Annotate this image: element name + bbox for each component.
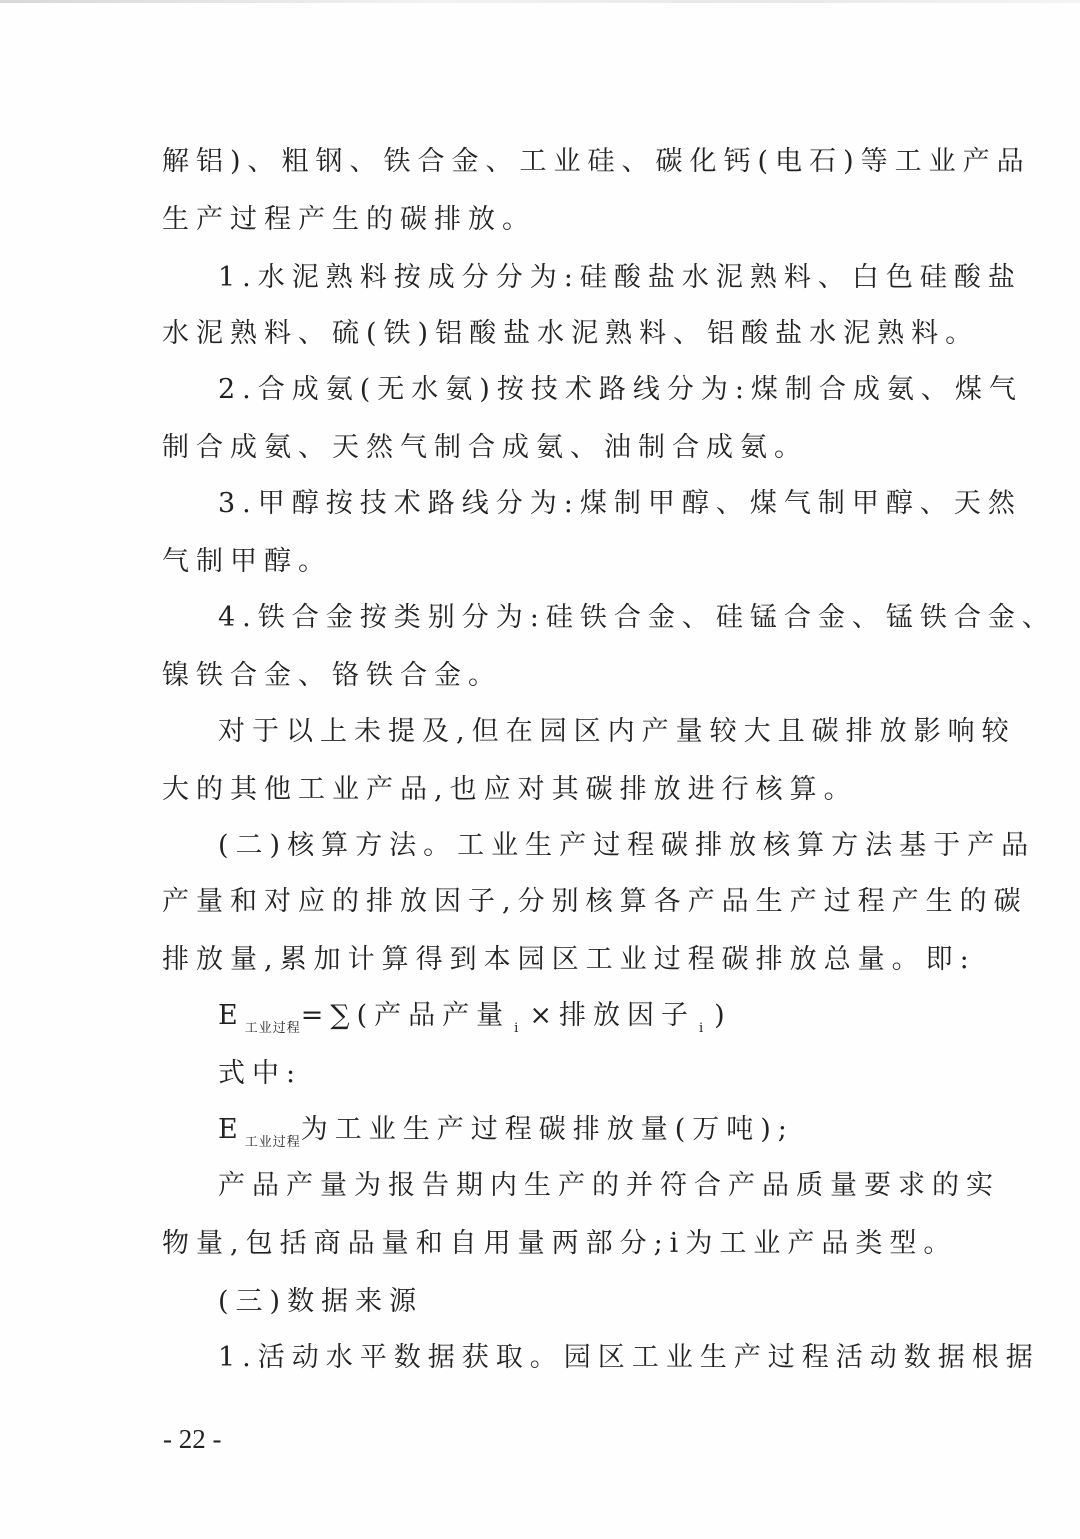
list-item-synthetic-ammonia: 2.合成氨(无水氨)按技术路线分为:煤制合成氨、煤气: [218, 374, 1023, 405]
paragraph-line: 大的其他工业产品,也应对其碳排放进行核算。: [162, 774, 858, 805]
formula-sum: =∑(产品产量: [300, 1000, 511, 1031]
paragraph-line: 水泥熟料、硫(铁)铝酸盐水泥熟料、铝酸盐水泥熟料。: [162, 318, 980, 349]
where-label: 式中:: [218, 1058, 303, 1089]
paragraph-line: 产量和对应的排放因子,分别核算各产品生产过程产生的碳: [162, 886, 1028, 917]
formula-subscript-i: i: [698, 1021, 711, 1036]
section-3-heading: (三)数据来源: [218, 1286, 424, 1317]
paragraph-line: 气制甲醇。: [162, 546, 332, 577]
paragraph-line: 对于以上未提及,但在园区内产量较大且碳排放影响较: [218, 716, 1016, 747]
list-item-ferroalloy: 4.铁合金按类别分为:硅铁合金、硅锰合金、锰铁合金、: [218, 602, 1056, 633]
definition-symbol: E: [218, 1114, 245, 1145]
formula-lhs: E: [218, 1000, 245, 1031]
paragraph-line: 物量,包括商品量和自用量两部分;i为工业产品类型。: [162, 1228, 958, 1259]
list-item-methanol: 3.甲醇按技术路线分为:煤制甲醇、煤气制甲醇、天然: [218, 488, 1022, 519]
definition-emission: [218, 1110, 978, 1163]
scan-edge: [0, 0, 1080, 3]
definition-symbol-subscript: 工业过程: [244, 1135, 301, 1150]
page-number: - 22 -: [163, 1424, 222, 1454]
formula: [218, 996, 978, 1049]
formula-lhs-subscript: 工业过程: [244, 1021, 301, 1036]
section-2-heading: (二)核算方法。工业生产过程碳排放核算方法基于产品: [218, 830, 1036, 861]
paragraph-line: 制合成氨、天然气制合成氨、油制合成氨。: [162, 432, 808, 463]
paragraph-line: 排放量,累加计算得到本园区工业过程碳排放总量。即:: [162, 944, 976, 975]
paragraph-line: 生产过程产生的碳排放。: [162, 204, 536, 235]
section-3-item-1: 1.活动水平数据获取。园区工业生产过程活动数据根据: [218, 1342, 1040, 1373]
formula-times: ×排放因子: [529, 1000, 695, 1031]
formula-subscript-i: i: [514, 1021, 526, 1036]
paragraph-line: 镍铁合金、铬铁合金。: [162, 660, 502, 691]
paragraph-line: 解铝)、粗钢、铁合金、工业硅、碳化钙(电石)等工业产品: [162, 146, 1031, 177]
definition-product-output: 产品产量为报告期内生产的并符合产品质量要求的实: [218, 1170, 1000, 1201]
formula-close: ): [714, 1000, 732, 1031]
definition-text: 为工业生产过程碳排放量(万吨);: [300, 1114, 794, 1145]
list-item-cement-clinker: 1.水泥熟料按成分分为:硅酸盐水泥熟料、白色硅酸盐: [218, 262, 1022, 293]
